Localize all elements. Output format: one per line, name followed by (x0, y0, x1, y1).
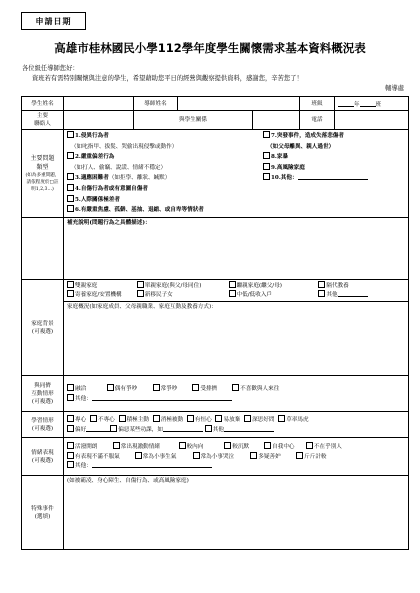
problem-type-cell (22, 130, 64, 218)
checkbox-icon[interactable] (215, 415, 222, 422)
family-opts-row1: 雙親家庭 單親家庭(與父/母同住) 繼親家庭(繼父/母) 隔代教養 (67, 281, 405, 290)
class-field[interactable] (335, 97, 409, 111)
intro-greeting: 各位級任導師您好： (22, 65, 79, 72)
checkbox-icon[interactable] (67, 205, 74, 212)
checkbox-icon[interactable] (67, 394, 74, 401)
checkbox-icon[interactable] (205, 425, 212, 432)
checkbox-icon[interactable] (153, 384, 160, 391)
checkbox-icon[interactable] (318, 290, 325, 297)
problem-item-9[interactable]: 9.高風險家庭 (263, 163, 405, 174)
special-note: (如被霸凌、身心障生、自傷行為、或高風險家庭) (67, 478, 189, 484)
checkbox-icon[interactable] (263, 152, 270, 159)
checkbox-icon[interactable] (135, 452, 142, 459)
page-title: 高雄市桂林國民小學112學年度學生關懷需求基本資料概況表 (54, 41, 366, 55)
problem-item-2[interactable]: 2.嚴重偏差行為 (67, 152, 263, 163)
checkbox-icon[interactable] (263, 131, 270, 138)
intro-text (22, 64, 406, 94)
checkbox-icon[interactable] (67, 452, 74, 459)
checkbox-icon[interactable] (229, 281, 236, 288)
family-overview[interactable]: 家庭概況(如家庭成員、父母親職業、家庭互動及教養方式)： (67, 303, 217, 310)
supplement-cell[interactable] (64, 218, 409, 280)
problem-item-1[interactable]: 1.侵異行為者 (67, 131, 263, 142)
peer-cell: 融洽 偶有爭吵 常爭吵 受排擠 不喜歡與人來往 其他： (64, 376, 409, 412)
checkbox-icon[interactable] (264, 442, 271, 449)
checkbox-icon[interactable] (67, 425, 74, 432)
problem-type-label: 主要問題 類型 (30, 155, 55, 171)
emotion-cell: 活潑開朗 常出現激動情緒 較內向 較沉默 自我中心 不在乎別人 有表現不滿不服氣 常為小事生氣 常為小事哭泣 多疑善妒 斤斤計較 其他： (64, 438, 409, 476)
checkbox-icon[interactable] (278, 415, 285, 422)
problem-item-1-desc: （如叱指甲、拔髮、哭偷出現侵擊或動作） (71, 143, 178, 150)
phone-field[interactable] (335, 111, 409, 130)
checkbox-icon[interactable] (67, 173, 74, 180)
problem-item-10[interactable]: 10.其他： (263, 173, 405, 184)
relation-field[interactable] (253, 111, 300, 130)
checkbox-icon[interactable] (192, 384, 199, 391)
checkbox-icon[interactable] (67, 442, 74, 449)
checkbox-icon[interactable] (137, 281, 144, 288)
family-opts-row2: 寄養家庭/安置機構 新移民子女 中低/低收入戶 其他 (67, 290, 405, 299)
class-label: 班級 (300, 97, 335, 111)
problem-item-3[interactable]: 3.適應困難者（如拒學、離狀、緘默） (67, 173, 263, 184)
special-cell[interactable] (64, 476, 409, 550)
checkbox-icon[interactable] (318, 281, 325, 288)
checkbox-icon[interactable] (110, 425, 117, 432)
special-label: 特殊事件 (選填) (22, 476, 64, 550)
checkbox-icon[interactable] (153, 415, 160, 422)
teacher-name-label: 導師姓名 (134, 97, 178, 111)
relation-label: 與學生關係 (134, 111, 253, 130)
checkbox-icon[interactable] (67, 384, 74, 391)
checkbox-icon[interactable] (193, 452, 200, 459)
caregiver-field[interactable] (64, 111, 134, 130)
checkbox-icon[interactable] (67, 461, 74, 468)
problem-item-2-desc: （如打人、偷竊、說謊、情緒不穩定） (71, 164, 167, 171)
checkbox-icon[interactable] (67, 290, 74, 297)
problem-items-cell (64, 130, 409, 218)
checkbox-icon[interactable] (137, 290, 144, 297)
checkbox-icon[interactable] (67, 195, 74, 202)
teacher-name-field[interactable] (178, 97, 300, 111)
family-bg-cell (64, 280, 409, 376)
problem-item-4[interactable]: 4.自傷行為者或有意圖自傷者 (67, 184, 263, 195)
checkbox-icon[interactable] (119, 415, 126, 422)
checkbox-icon[interactable] (296, 452, 303, 459)
class-unit: 班 (375, 101, 382, 108)
learning-cell: 專心 不專心 積極主動 消極被動 有恒心 易放棄 深思好問 草率馬虎 偏好 偏惡某些功課，如 其他 (64, 412, 409, 438)
problem-item-7[interactable]: 7.突發事件，造成失落悲傷者 (263, 131, 405, 142)
supplement-label: 補充說明(問題行為之具體描述)： (67, 220, 151, 226)
checkbox-icon[interactable] (229, 290, 236, 297)
peer-label: 與同儕 互動情形 (可複選) (22, 376, 64, 412)
intro-body: 資班若有需特別關懷與注意的學生，希望藉助您平日的經營與觀察提供資料，感謝您，辛苦您了！ (32, 75, 303, 82)
intro-signoff: 輔導處 (385, 85, 404, 92)
checkbox-icon[interactable] (67, 131, 74, 138)
checkbox-icon[interactable] (263, 173, 270, 180)
caregiver-label: 主要 聯絡人 (22, 111, 64, 130)
checkbox-icon[interactable] (67, 415, 74, 422)
checkbox-icon[interactable] (232, 384, 239, 391)
checkbox-icon[interactable] (113, 442, 120, 449)
checkbox-icon[interactable] (250, 452, 257, 459)
problem-item-7-desc: （如父母離異、親人過世） (267, 143, 335, 150)
student-name-field[interactable] (64, 97, 134, 111)
checkbox-icon[interactable] (244, 415, 251, 422)
supplement-blank (22, 218, 64, 280)
checkbox-icon[interactable] (224, 442, 231, 449)
year-unit: 年 (354, 101, 360, 108)
checkbox-icon[interactable] (187, 415, 194, 422)
checkbox-icon[interactable] (107, 384, 114, 391)
problem-type-note: (如為多重問題，請依程度於□註明1,2,3…) (25, 173, 60, 192)
checkbox-icon[interactable] (179, 442, 186, 449)
learning-label: 學習情形 (可複選) (22, 412, 64, 438)
family-bg-label: 家庭背景 (可複選) (22, 280, 64, 376)
checkbox-icon[interactable] (90, 415, 97, 422)
checkbox-icon[interactable] (67, 184, 74, 191)
application-date-stamp: 申請日期 (21, 12, 86, 30)
checkbox-icon[interactable] (306, 442, 313, 449)
student-care-form (21, 96, 409, 550)
problem-item-5[interactable]: 5.人際關係極差者 (67, 195, 263, 206)
phone-label: 電話 (300, 111, 335, 130)
problem-item-6[interactable]: 6.有嚴重焦慮、孤僻、基抽、退縮、或自卑等情狀者 (67, 205, 405, 216)
emotion-label: 情緒表現 (可複選) (22, 438, 64, 476)
problem-item-8[interactable]: 8.家暴 (263, 152, 405, 163)
checkbox-icon[interactable] (263, 163, 270, 170)
checkbox-icon[interactable] (67, 281, 74, 288)
student-name-label: 學生姓名 (22, 97, 64, 111)
checkbox-icon[interactable] (67, 152, 74, 159)
